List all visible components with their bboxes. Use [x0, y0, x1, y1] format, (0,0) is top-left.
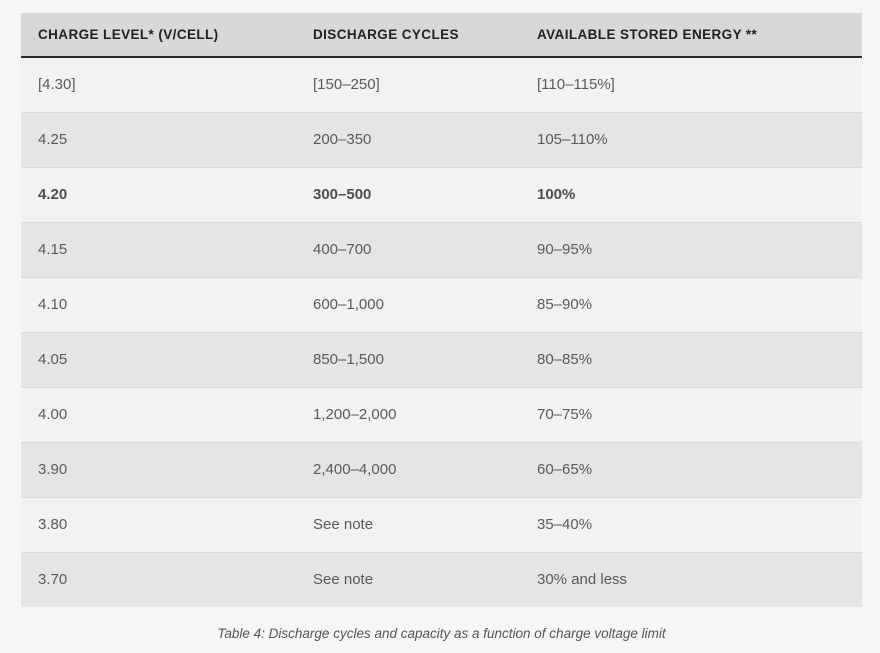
cell-charge-level: 4.20	[21, 167, 296, 222]
cell-charge-level: 4.25	[21, 112, 296, 167]
cell-discharge-cycles: 200–350	[296, 112, 520, 167]
cell-stored-energy: 80–85%	[520, 332, 862, 387]
cell-stored-energy: 35–40%	[520, 497, 862, 552]
cell-discharge-cycles: 1,200–2,000	[296, 387, 520, 442]
cell-stored-energy: 60–65%	[520, 442, 862, 497]
table-row	[21, 57, 862, 112]
cell-discharge-cycles: 2,400–4,000	[296, 442, 520, 497]
table-row	[21, 167, 862, 222]
cell-stored-energy: 70–75%	[520, 387, 862, 442]
cell-stored-energy: 30% and less	[520, 552, 862, 607]
cell-stored-energy: 105–110%	[520, 112, 862, 167]
cell-charge-level: [4.30]	[38, 76, 76, 94]
table-row	[21, 497, 862, 552]
cell-discharge-cycles: 400–700	[296, 222, 520, 277]
cell-stored-energy: 85–90%	[520, 277, 862, 332]
cell-charge-level: 4.10	[21, 277, 296, 332]
cell-discharge-cycles: See note	[296, 552, 520, 607]
cell-charge-level: 3.70	[21, 552, 296, 607]
cell-charge-level: 4.00	[21, 387, 296, 442]
cell-discharge-cycles: [150–250]	[313, 76, 380, 94]
cell-stored-energy: 90–95%	[520, 222, 862, 277]
cell-discharge-cycles: See note	[296, 497, 520, 552]
table-row	[21, 387, 862, 442]
cell-discharge-cycles: 600–1,000	[296, 277, 520, 332]
cell-discharge-cycles: 850–1,500	[296, 332, 520, 387]
column-header-discharge-cycles: DISCHARGE CYCLES	[296, 13, 520, 57]
table-row	[21, 332, 862, 387]
cell-charge-level: 4.15	[21, 222, 296, 277]
table-row	[21, 442, 862, 497]
table-row	[21, 552, 862, 607]
cell-charge-level: 3.90	[21, 442, 296, 497]
column-header-charge-level: CHARGE LEVEL* (V/CELL)	[21, 13, 296, 57]
table-row	[21, 112, 862, 167]
cell-discharge-cycles: 300–500	[296, 167, 520, 222]
cell-charge-level: 4.05	[21, 332, 296, 387]
cell-stored-energy: 100%	[520, 167, 862, 222]
table-header-row	[21, 13, 862, 57]
discharge-table-container	[21, 13, 862, 641]
cell-charge-level: 3.80	[21, 497, 296, 552]
discharge-table	[21, 13, 862, 607]
column-header-stored-energy: AVAILABLE STORED ENERGY **	[520, 13, 862, 57]
table-caption: Table 4: Discharge cycles and capacity as a function of charge voltage limit	[217, 626, 666, 641]
table-row	[21, 222, 862, 277]
table-row	[21, 277, 862, 332]
cell-stored-energy: [110–115%]	[537, 76, 615, 94]
